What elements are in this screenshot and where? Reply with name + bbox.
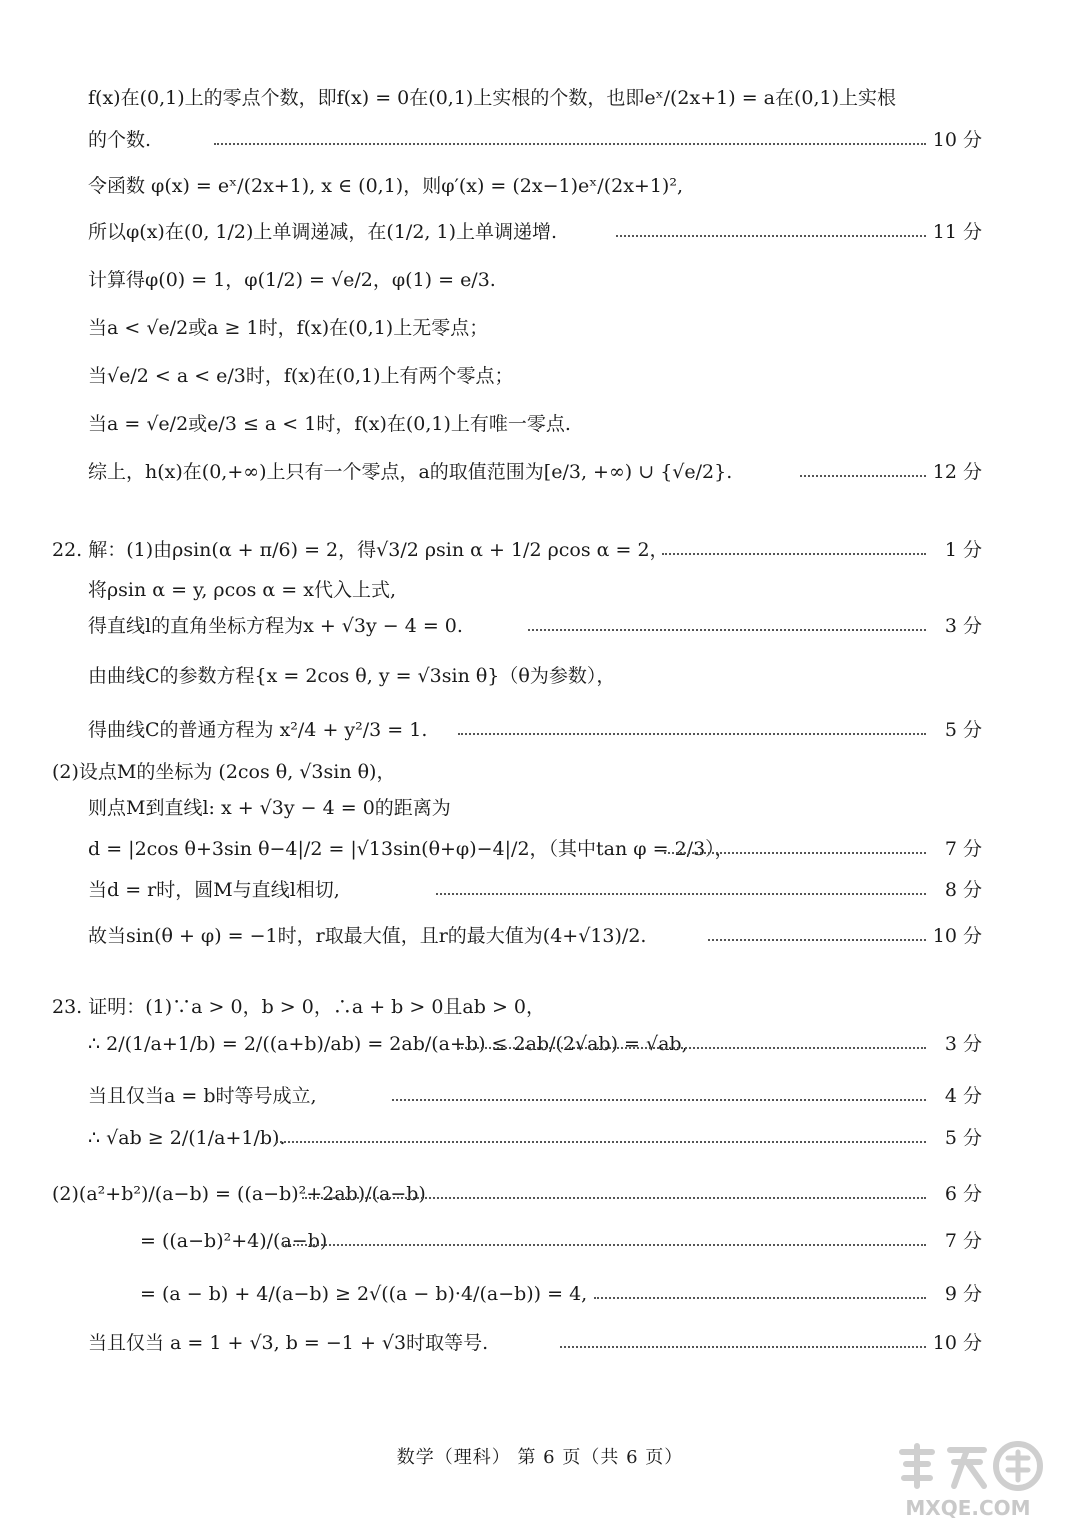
line-text: 的个数. — [88, 129, 152, 151]
solution-line — [0, 118, 1080, 162]
dotted-leader — [528, 604, 926, 648]
dotted-leader — [662, 528, 926, 572]
line-text: 当且仅当 a = 1 + √3, b = −1 + √3时取等号. — [88, 1332, 489, 1354]
solution-line — [0, 708, 1080, 752]
dotted-leader — [214, 118, 926, 162]
dotted-leader — [436, 868, 926, 912]
score-label: 10 分 — [932, 129, 982, 151]
solution-line — [0, 1074, 1080, 1118]
solution-line — [0, 868, 1080, 912]
solution-line — [0, 786, 1080, 830]
score-label: 1 分 — [944, 539, 982, 561]
score-label: 8 分 — [944, 879, 982, 901]
solution-line — [0, 164, 1080, 208]
line-text: 22. 解：(1)由ρsin(α + π/6) = 2，得√3/2 ρsin α + 1/2 ρcos α = 2， — [52, 539, 669, 561]
line-text: f(x)在(0,1)上的零点个数，即f(x) = 0在(0,1)上实根的个数，也即eˣ/(2x+1) = a在(0,1)上实根 — [88, 87, 897, 109]
line-text: (2)设点M的坐标为 (2cos θ, √3sin θ)， — [52, 761, 396, 783]
page-footer: 数学（理科） 第 6 页（共 6 页） — [396, 1447, 684, 1468]
solution-line — [0, 1172, 1080, 1216]
solution-line — [0, 1272, 1080, 1316]
line-text: 当且仅当a = b时等号成立, — [88, 1085, 317, 1107]
dotted-leader — [276, 1116, 926, 1160]
dotted-leader — [282, 1219, 926, 1263]
solution-line — [0, 1321, 1080, 1365]
dotted-leader — [302, 1172, 926, 1216]
score-label: 10 分 — [932, 925, 982, 947]
line-text: 令函数 φ(x) = eˣ/(2x+1), x ∈ (0,1)，则φ′(x) = (2x−1)eˣ/(2x+1)², — [88, 175, 683, 197]
solution-line — [0, 528, 1080, 572]
dotted-leader — [594, 1272, 926, 1316]
solution-line — [0, 450, 1080, 494]
dotted-leader — [616, 210, 926, 254]
site-watermark — [884, 1438, 1052, 1530]
watermark-logo-icon — [894, 1438, 1044, 1494]
score-label: 4 分 — [944, 1085, 982, 1107]
line-text: d = |2cos θ+3sin θ−4|/2 = |√13sin(θ+φ)−4|/2，（其中tan φ = 2/3）， — [88, 838, 734, 860]
line-text: 当a < √e/2或a ≥ 1时，f(x)在(0,1)上无零点； — [88, 317, 489, 339]
line-text: (2)(a²+b²)/(a−b) = ((a−b)²+2ab)/(a−b) — [52, 1183, 426, 1205]
line-text: 当√e/2 < a < e/3时，f(x)在(0,1)上有两个零点； — [88, 365, 514, 387]
solution-line — [0, 1219, 1080, 1263]
line-text: 由曲线C的参数方程{x = 2cos θ, y = √3sin θ}（θ为参数）， — [88, 665, 616, 687]
line-text: 23. 证明：(1)∵a > 0，b > 0，∴a + b > 0且ab > 0， — [52, 996, 545, 1018]
line-text: 得曲线C的普通方程为 x²/4 + y²/3 = 1. — [88, 719, 428, 741]
score-label: 3 分 — [944, 615, 982, 637]
line-text: 得直线l的直角坐标方程为x + √3y − 4 = 0. — [88, 615, 463, 637]
line-text: ∴ 2/(1/a+1/b) = 2/((a+b)/ab) = 2ab/(a+b) ≤ 2ab/(2√ab) = √ab, — [88, 1033, 688, 1055]
dotted-leader — [664, 827, 926, 871]
solution-line — [0, 1116, 1080, 1160]
solution-line — [0, 654, 1080, 698]
line-text: = (a − b) + 4/(a−b) ≥ 2√((a − b)·4/(a−b)) = 4, — [140, 1283, 588, 1305]
line-text: 所以φ(x)在(0, 1/2)上单调递减，在(1/2, 1)上单调递增. — [88, 221, 558, 243]
line-text: 则点M到直线l: x + √3y − 4 = 0的距离为 — [88, 797, 451, 819]
dotted-leader — [800, 450, 926, 494]
solution-line — [0, 76, 1080, 120]
score-label: 7 分 — [944, 1230, 982, 1252]
dotted-leader — [708, 914, 926, 958]
line-text: 当d = r时，圆M与直线l相切, — [88, 879, 340, 901]
score-label: 7 分 — [944, 838, 982, 860]
solution-line — [0, 258, 1080, 302]
solution-line — [0, 914, 1080, 958]
dotted-leader — [392, 1074, 926, 1118]
line-text: 将ρsin α = y, ρcos α = x代入上式, — [88, 579, 397, 601]
solution-line — [0, 210, 1080, 254]
line-text: 计算得φ(0) = 1，φ(1/2) = √e/2，φ(1) = e/3. — [88, 269, 496, 291]
solution-line — [0, 827, 1080, 871]
solution-line — [0, 604, 1080, 648]
score-label: 5 分 — [944, 1127, 982, 1149]
line-text: = ((a−b)²+4)/(a−b) — [140, 1230, 328, 1252]
score-label: 6 分 — [944, 1183, 982, 1205]
score-label: 9 分 — [944, 1283, 982, 1305]
solution-line — [0, 402, 1080, 446]
score-label: 10 分 — [932, 1332, 982, 1354]
watermark-site: MXQE.COM — [905, 1496, 1031, 1520]
score-label: 3 分 — [944, 1033, 982, 1055]
line-text: 综上，h(x)在(0,+∞)上只有一个零点，a的取值范围为[e/3, +∞) ∪ {√e/2}. — [88, 461, 733, 483]
dotted-leader — [458, 1022, 926, 1066]
solution-line — [0, 1022, 1080, 1066]
score-label: 12 分 — [932, 461, 982, 483]
solution-line — [0, 354, 1080, 398]
line-text: 当a = √e/2或e/3 ≤ a < 1时，f(x)在(0,1)上有唯一零点. — [88, 413, 571, 435]
solution-line — [0, 306, 1080, 350]
line-text: ∴ √ab ≥ 2/(1/a+1/b). — [88, 1127, 286, 1149]
score-label: 11 分 — [932, 221, 982, 243]
line-text: 故当sin(θ + φ) = −1时，r取最大值，且r的最大值为(4+√13)/2. — [88, 925, 647, 947]
dotted-leader — [560, 1321, 926, 1365]
score-label: 5 分 — [944, 719, 982, 741]
dotted-leader — [458, 708, 926, 752]
